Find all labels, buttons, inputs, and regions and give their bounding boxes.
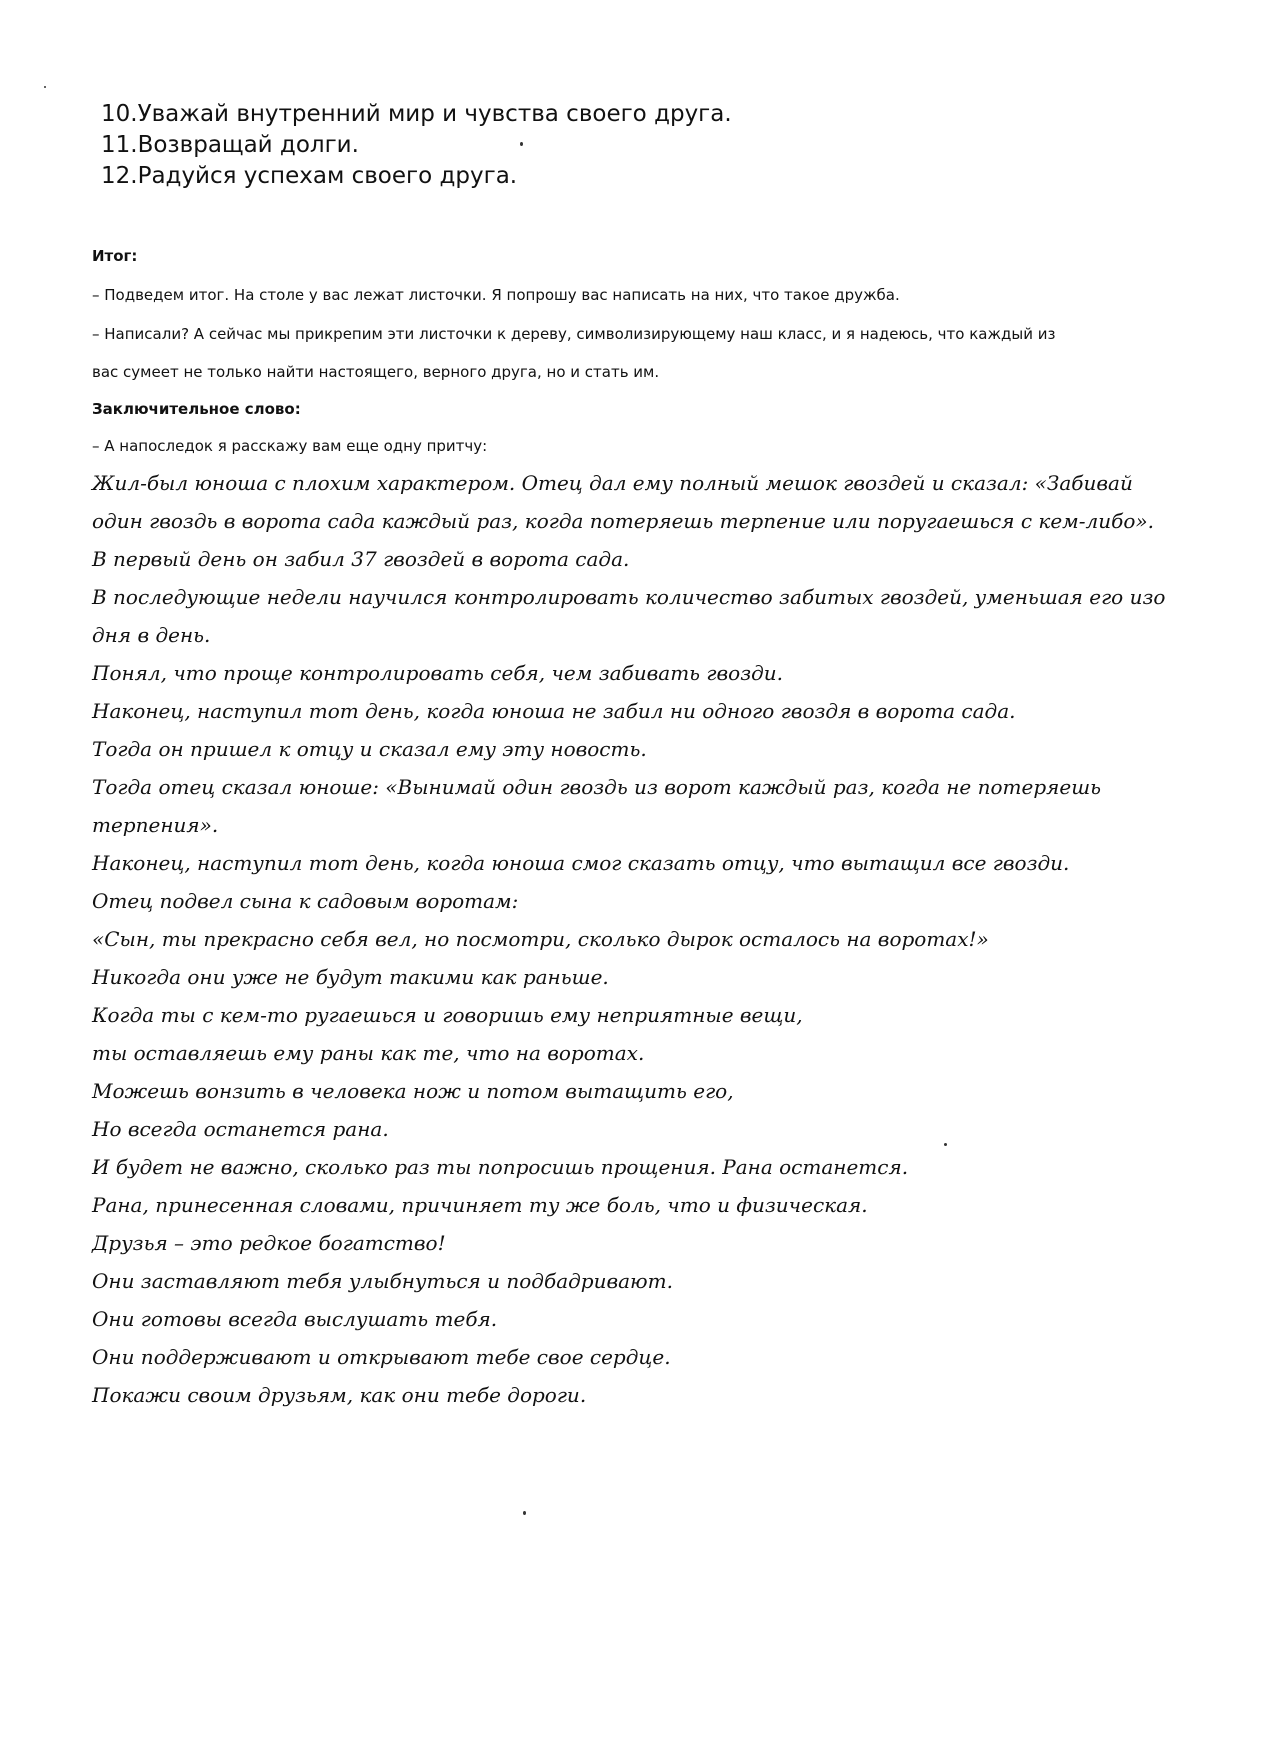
parable-line: Рана, принесенная словами, причиняет ту же боль, что и физическая. xyxy=(92,1193,868,1217)
parable-line: Они заставляют тебя улыбнуться и подбадривают. xyxy=(92,1269,673,1293)
parable-line: терпения». xyxy=(92,813,219,837)
scan-speck xyxy=(520,142,523,146)
summary-paragraph-continuation: вас сумеет не только найти настоящего, верного друга, но и стать им. xyxy=(92,363,660,381)
parable-line: Никогда они уже не будут такими как раньше. xyxy=(92,965,609,989)
parable-line: Тогда отец сказал юноше: «Вынимай один гвоздь из ворот каждый раз, когда не потеряешь xyxy=(92,775,1102,799)
scan-speck xyxy=(944,1143,947,1146)
parable-line: В первый день он забил 37 гвоздей в ворота сада. xyxy=(92,547,630,571)
parable-line: ты оставляешь ему раны как те, что на воротах. xyxy=(92,1041,645,1065)
parable-line: дня в день. xyxy=(92,623,211,647)
list-number: 10. xyxy=(101,101,138,127)
parable-line: один гвоздь в ворота сада каждый раз, когда потеряешь терпение или поругаешься с кем-либо». xyxy=(92,509,1154,533)
parable-line: Когда ты с кем-то ругаешься и говоришь ему неприятные вещи, xyxy=(92,1003,803,1027)
parable-line: Можешь вонзить в человека нож и потом вытащить его, xyxy=(92,1079,734,1103)
parable-line: Отец подвел сына к садовым воротам: xyxy=(92,889,519,913)
parable-line: Жил-был юноша с плохим характером. Отец дал ему полный мешок гвоздей и сказал: «Забивай xyxy=(92,471,1133,495)
parable-line: Тогда он пришел к отцу и сказал ему эту новость. xyxy=(92,737,647,761)
parable-line: Наконец, наступил тот день, когда юноша смог сказать отцу, что вытащил все гвозди. xyxy=(92,851,1070,875)
parable-line: Они поддерживают и открывают тебе свое сердце. xyxy=(92,1345,671,1369)
parable-line: Но всегда останется рана. xyxy=(92,1117,389,1141)
summary-heading: Итог: xyxy=(92,247,138,265)
list-item xyxy=(101,161,732,192)
parable-line: В последующие недели научился контролировать количество забитых гвоздей, уменьшая его изо xyxy=(92,585,1166,609)
list-item-text: Возвращай долги. xyxy=(137,132,359,158)
parable-line: «Сын, ты прекрасно себя вел, но посмотри, сколько дырок осталось на воротах!» xyxy=(92,927,989,951)
list-item xyxy=(101,99,732,130)
parable-line: Они готовы всегда выслушать тебя. xyxy=(92,1307,498,1331)
rules-list xyxy=(101,99,732,192)
parable-line: Наконец, наступил тот день, когда юноша не забил ни одного гвоздя в ворота сада. xyxy=(92,699,1016,723)
parable-line: Друзья – это редкое богатство! xyxy=(92,1231,446,1255)
list-item-text: Радуйся успехам своего друга. xyxy=(137,163,518,189)
closing-intro: – А напоследок я расскажу вам еще одну притчу: xyxy=(92,437,488,455)
list-item xyxy=(101,130,732,161)
list-item-text: Уважай внутренний мир и чувства своего друга. xyxy=(137,101,732,127)
parable-line: Покажи своим друзьям, как они тебе дороги. xyxy=(92,1383,587,1407)
summary-paragraph: – Написали? А сейчас мы прикрепим эти листочки к дереву, символизирующему наш класс, и я надеюсь, что каждый из xyxy=(92,325,1056,343)
scan-speck xyxy=(523,1511,526,1515)
list-number: 12. xyxy=(101,163,138,189)
parable-line: Понял, что проще контролировать себя, чем забивать гвозди. xyxy=(92,661,784,685)
summary-paragraph: – Подведем итог. На столе у вас лежат листочки. Я попрошу вас написать на них, что такое дружба. xyxy=(92,286,900,304)
parable-line: И будет не важно, сколько раз ты попросишь прощения. Рана останется. xyxy=(92,1155,909,1179)
scan-speck xyxy=(44,86,46,88)
parable-text xyxy=(92,464,1172,1414)
closing-heading: Заключительное слово: xyxy=(92,400,301,418)
list-number: 11. xyxy=(101,132,138,158)
